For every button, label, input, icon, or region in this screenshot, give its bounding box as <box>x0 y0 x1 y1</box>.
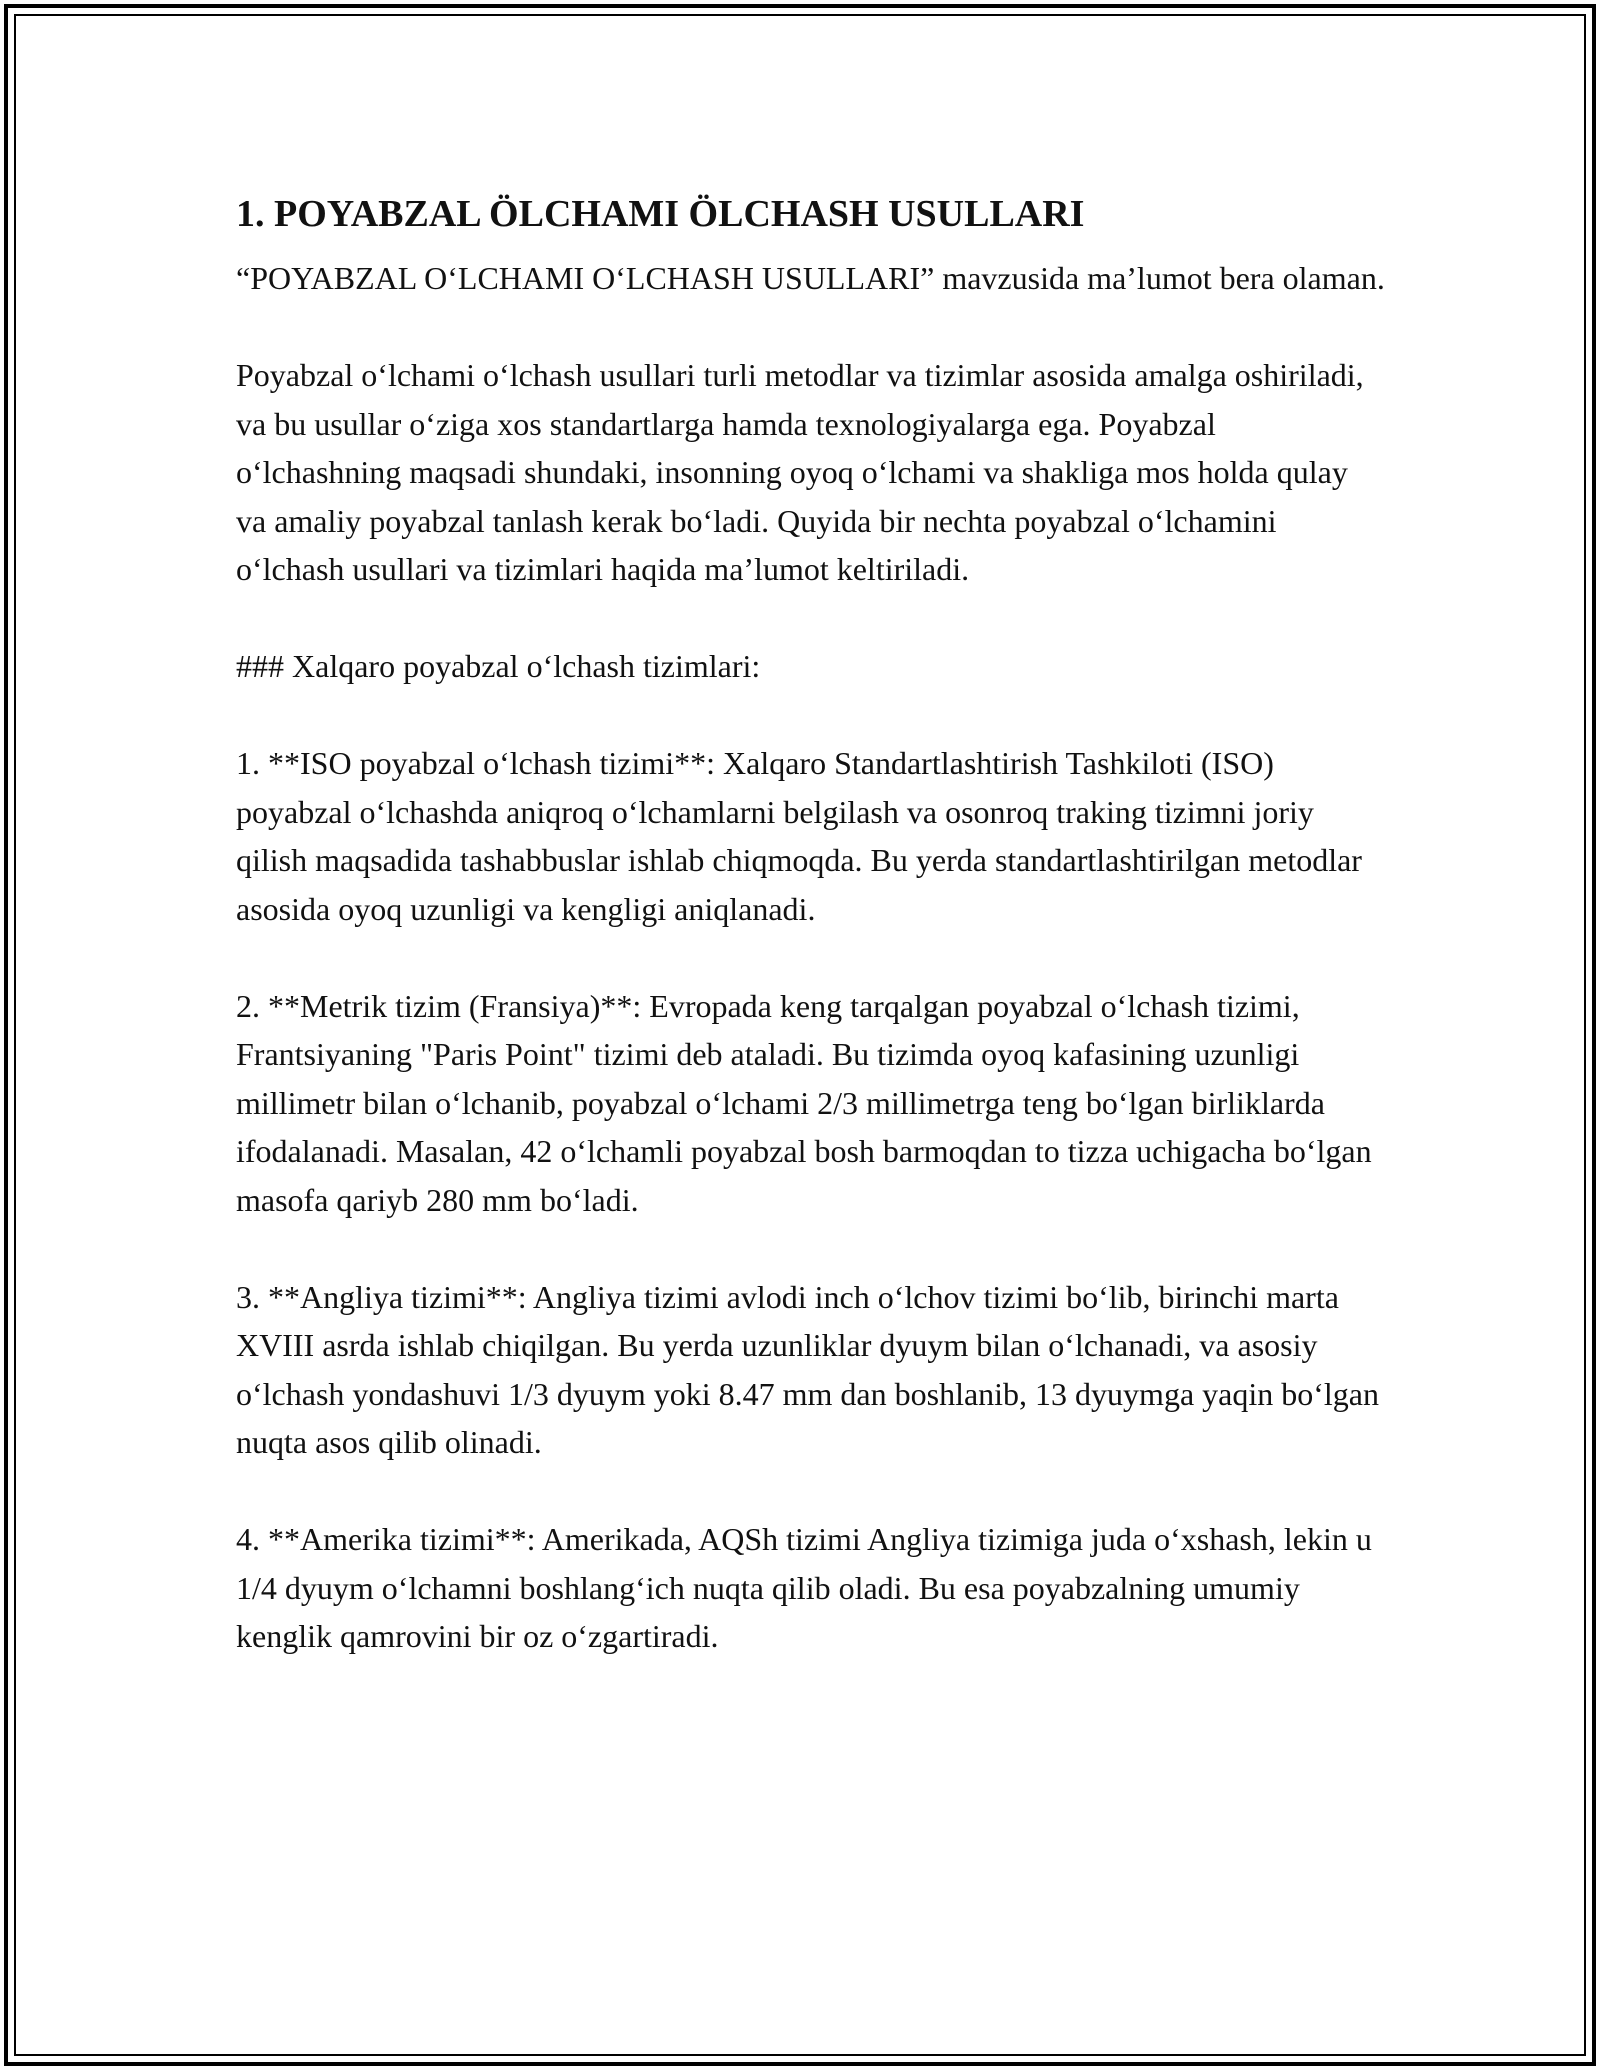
list-item-iso: 1. **ISO poyabzal o‘lchash tizimi**: Xalqaro Standartlashtirish Tashkiloti (ISO) poyabzal o‘lchashda aniqroq o‘lchamlarni belgilash va osonroq traking tizimni joriy qilish maqsadida tashabbuslar ishlab chiqmoqda. Bu yerda standartlashtirilgan metodlar asosida oyoq uzunligi va kengligi aniqlanadi. <box>236 745 1362 927</box>
intro-paragraph: “POYABZAL O‘LCHAMI O‘LCHASH USULLARI” mavzusida ma’lumot bera olaman. <box>236 260 1385 296</box>
document-body <box>236 186 1386 1661</box>
section-heading-paragraph: ### Xalqaro poyabzal o‘lchash tizimlari: <box>236 648 761 684</box>
list-item-america: 4. **Amerika tizimi**: Amerikada, AQSh tizimi Angliya tizimiga juda o‘xshash, lekin u 1/4 dyuym o‘lchamni boshlang‘ich nuqta qilib oladi. Bu esa poyabzalning umumiy kenglik qamrovini bir oz o‘zgartiradi. <box>236 1521 1372 1654</box>
list-item-england: 3. **Angliya tizimi**: Angliya tizimi avlodi inch o‘lchov tizimi bo‘lib, birinchi marta XVIII asrda ishlab chiqilgan. Bu yerda uzunliklar dyuym bilan o‘lchanadi, va asosiy o‘lchash yondashuvi 1/3 dyuym yoki 8.47 mm dan boshlanib, 13 dyuymga yaqin bo‘lgan nuqta asos qilib olinadi. <box>236 1278 1379 1460</box>
overview-paragraph: Poyabzal o‘lchami o‘lchash usullari turli metodlar va tizimlar asosida amalga oshiriladi, va bu usullar o‘ziga xos standartlarga hamda texnologiyalarga ega. Poyabzal o‘lchashning maqsadi shundaki, insonning oyoq o‘lchami va shakliga mos holda qulay va amaliy poyabzal tanlash kerak bo‘ladi. Quyida bir nechta poyabzal o‘lchamini o‘lchash usullari va tizimlari haqida ma’lumot keltiriladi. <box>236 357 1364 587</box>
page-title: 1. POYABZAL ÖLCHAMI ÖLCHASH USULLARI <box>236 193 1085 235</box>
list-item-metric: 2. **Metrik tizim (Fransiya)**: Evropada keng tarqalgan poyabzal o‘lchash tizimi, Frantsiyaning "Paris Point" tizimi deb ataladi. Bu tizimda oyoq kafasining uzunligi millimetr bilan o‘lchanib, poyabzal o‘lchami 2/3 millimetrga teng bo‘lgan birliklarda ifodalanadi. Masalan, 42 o‘lchamli poyabzal bosh barmoqdan to tizza uchigacha bo‘lgan masofa qariyb 280 mm bo‘ladi. <box>236 987 1372 1218</box>
